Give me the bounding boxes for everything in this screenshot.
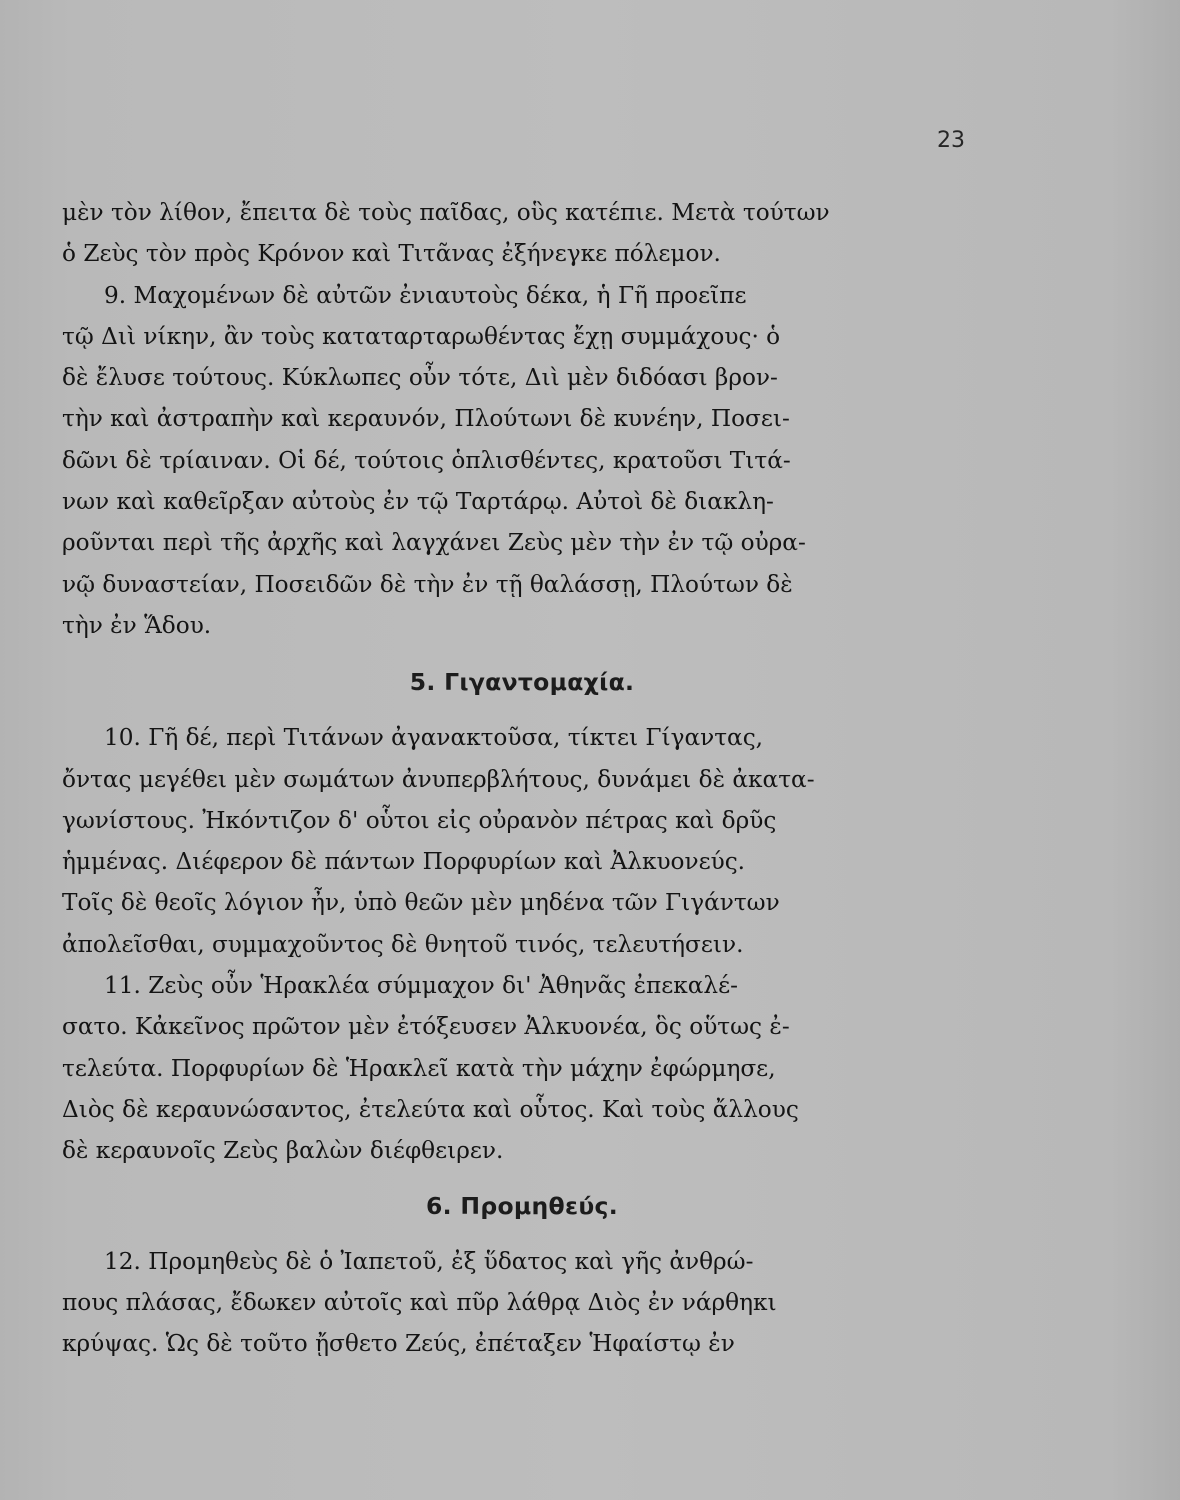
- paragraph-12: [62, 1241, 982, 1365]
- text-line: 12. Προμηθεὺς δὲ ὁ Ἰαπετοῦ, ἐξ ὕδατος καὶ γῆς ἀνθρώ-: [104, 1247, 754, 1275]
- paragraph-continued: [62, 192, 982, 275]
- text-line: σατο. Κἀκεῖνος πρῶτον μὲν ἐτόξευσεν Ἀλκυονέα, ὃς οὕτως ἐ-: [62, 1013, 790, 1041]
- paragraph-11: [62, 965, 982, 1171]
- text-line: δὲ κεραυνοῖς Ζεὺς βαλὼν διέφθειρεν.: [62, 1137, 504, 1165]
- text-line: ὁ Ζεὺς τὸν πρὸς Κρόνον καὶ Τιτᾶνας ἐξήνεγκε πόλεμον.: [62, 240, 721, 268]
- paragraph-10: [62, 717, 982, 965]
- text-line: ὄντας μεγέθει μὲν σωμάτων ἀνυπερβλήτους, δυνάμει δὲ ἀκατα-: [62, 765, 815, 793]
- text-line: κρύψας. Ὡς δὲ τοῦτο ᾔσθετο Ζεύς, ἐπέταξεν Ἡφαίστῳ ἐν: [62, 1330, 735, 1358]
- text-line: ροῦνται περὶ τῆς ἀρχῆς καὶ λαγχάνει Ζεὺς μὲν τὴν ἐν τῷ οὐρα-: [62, 529, 806, 557]
- page-text: [62, 192, 982, 1364]
- text-line: ἡμμένας. Διέφερον δὲ πάντων Πορφυρίων καὶ Ἀλκυονεύς.: [62, 848, 746, 876]
- text-line: τὴν καὶ ἀστραπὴν καὶ κεραυνόν, Πλούτωνι δὲ κυνέην, Ποσει-: [62, 405, 790, 433]
- text-line: 11. Ζεὺς οὖν Ἡρακλέα σύμμαχον δι' Ἀθηνᾶς ἐπεκαλέ-: [104, 972, 738, 1000]
- text-line: 9. Μαχομένων δὲ αὐτῶν ἐνιαυτοὺς δέκα, ἡ Γῆ προεῖπε: [104, 281, 747, 309]
- paragraph-9: [62, 275, 982, 647]
- page-number: 23: [937, 128, 965, 153]
- section-heading-5: 5. Γιγαντομαχία.: [409, 668, 635, 697]
- text-line: ἀπολεῖσθαι, συμμαχοῦντος δὲ θνητοῦ τινός, τελευτήσειν.: [62, 930, 744, 958]
- text-line: δῶνι δὲ τρίαιναν. Οἱ δέ, τούτοις ὁπλισθέντες, κρατοῦσι Τιτά-: [62, 446, 791, 474]
- text-line: μὲν τὸν λίθον, ἔπειτα δὲ τοὺς παῖδας, οὓς κατέπιε. Μετὰ τούτων: [62, 199, 830, 226]
- text-line: νῷ δυναστείαν, Ποσειδῶν δὲ τὴν ἐν τῇ θαλάσσῃ, Πλούτων δὲ: [62, 570, 793, 598]
- text-line: τὴν ἐν Ἅδου.: [62, 611, 212, 639]
- text-line: νων καὶ καθεῖρξαν αὐτοὺς ἐν τῷ Ταρτάρῳ. Αὐτοὶ δὲ διακλη-: [62, 488, 774, 516]
- text-line: πους πλάσας, ἔδωκεν αὐτοῖς καὶ πῦρ λάθρᾳ Διὸς ἐν νάρθηκι: [62, 1288, 777, 1316]
- text-line: γωνίστους. Ἠκόντιζον δ' οὗτοι εἰς οὐρανὸν πέτρας καὶ δρῦς: [62, 806, 777, 834]
- text-line: 10. Γῆ δέ, περὶ Τιτάνων ἀγανακτοῦσα, τίκτει Γίγαντας,: [104, 724, 764, 752]
- text-line: δὲ ἔλυσε τούτους. Κύκλωπες οὖν τότε, Διὶ μὲν διδόασι βρον-: [62, 364, 778, 392]
- text-line: τῷ Διὶ νίκην, ἂν τοὺς καταταρταρωθέντας ἔχῃ συμμάχους· ὁ: [62, 322, 781, 350]
- text-line: Διὸς δὲ κεραυνώσαντος, ἐτελεύτα καὶ οὗτος. Καὶ τοὺς ἄλλους: [62, 1095, 799, 1123]
- section-heading-6: 6. Προμηθεύς.: [426, 1191, 618, 1220]
- text-line: Τοῖς δὲ θεοῖς λόγιον ἦν, ὑπὸ θεῶν μὲν μηδένα τῶν Γιγάντων: [62, 889, 780, 917]
- text-line: τελεύτα. Πορφυρίων δὲ Ἡρακλεῖ κατὰ τὴν μάχην ἐφώρμησε,: [62, 1054, 776, 1082]
